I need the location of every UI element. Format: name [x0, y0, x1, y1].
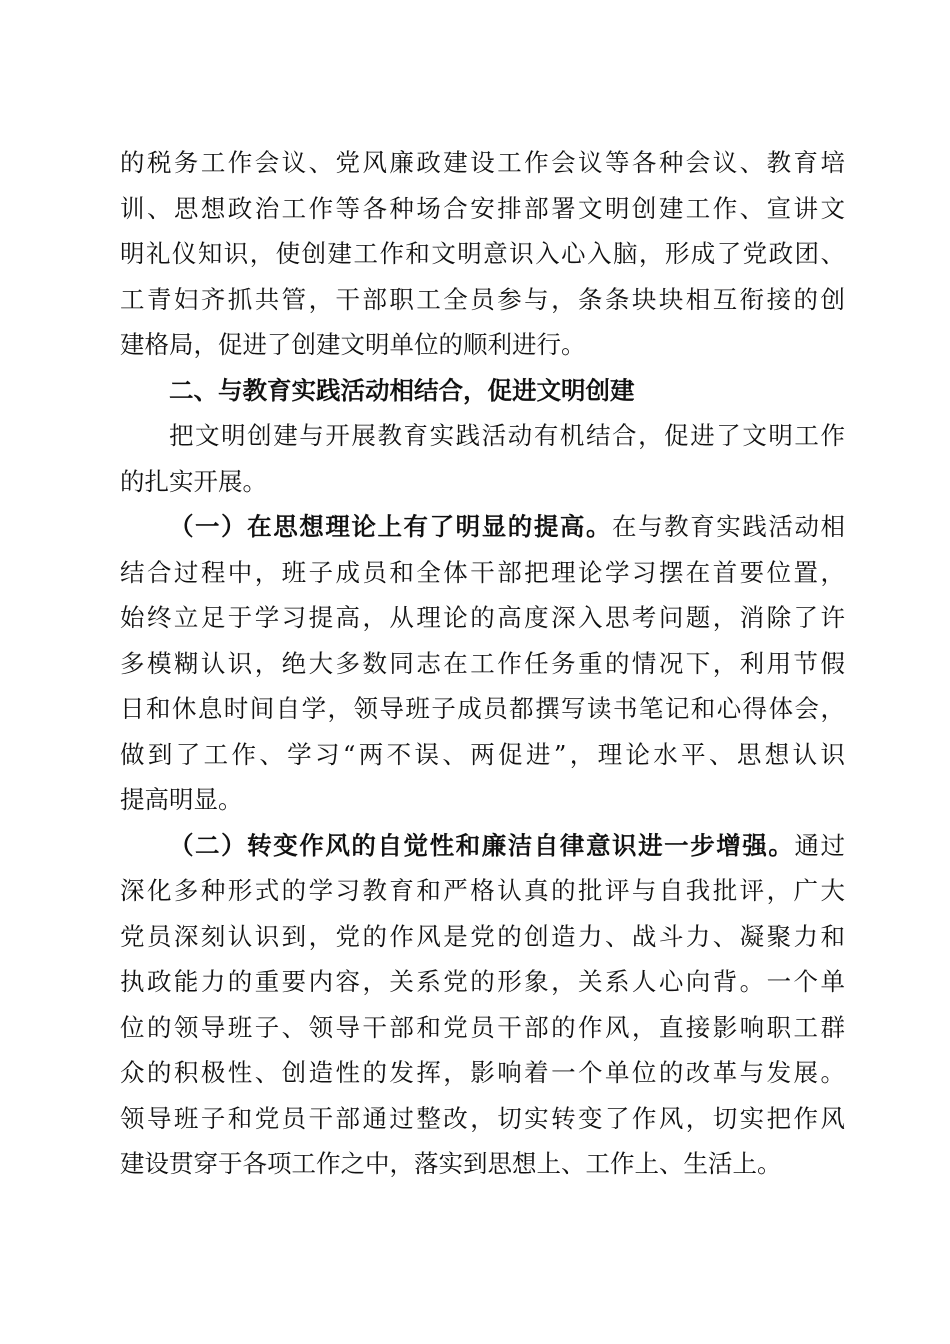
text-line-first — [120, 823, 845, 869]
section-heading: 二、与教育实践活动相结合，促进文明创建 — [169, 375, 635, 405]
text-line: 执政能力的重要内容，关系党的形象，关系人心向背。一个单 — [120, 967, 845, 996]
text-line: 建设贯穿于各项工作之中，落实到思想上、工作上、生活上。 — [120, 1149, 782, 1178]
subsection-heading: （一）在思想理论上有了明显的提高。 — [169, 512, 613, 541]
text-line: 领导班子和党员干部通过整改，切实转变了作风，切实把作风 — [120, 1103, 845, 1133]
text-line: 做到了工作、学习“两不误、两促进”，理论水平、思想认识 — [120, 739, 845, 769]
text-line: 日和休息时间自学，领导班子成员都撰写读书笔记和心得体会， — [120, 694, 845, 723]
subsection-heading: （二）转变作风的自觉性和廉洁自律意识进一步增强。 — [169, 830, 795, 860]
text-line: 结合过程中，班子成员和全体干部把理论学习摆在首要位置， — [120, 557, 845, 587]
text-line: 提高明显。 — [120, 785, 243, 814]
text-line: 训、思想政治工作等各种场合安排部署文明创建工作、宣讲文 — [120, 193, 845, 223]
paragraph-2 — [120, 413, 845, 504]
text-line-first — [120, 504, 845, 550]
text-line: 建格局，促进了创建文明单位的顺利进行。 — [120, 330, 586, 359]
text-line: 的扎实开展。 — [120, 466, 267, 496]
text-line: 的税务工作会议、党风廉政建设工作会议等各种会议、教育培 — [120, 148, 845, 177]
text-line: 工青妇齐抓共管，干部职工全员参与，条条块块相互衔接的创 — [120, 284, 845, 314]
paragraph-1 — [120, 140, 845, 368]
paragraph-4 — [120, 823, 845, 1187]
text-line: 多模糊认识，绝大多数同志在工作任务重的情况下，利用节假 — [120, 648, 845, 678]
text-line: 明礼仪知识，使创建工作和文明意识入心入脑，形成了党政团、 — [120, 239, 845, 268]
text-line: 位的领导班子、领导干部和党员干部的作风，直接影响职工群 — [120, 1012, 845, 1042]
text-line: 深化多种形式的学习教育和严格认真的批评与自我批评，广大 — [120, 876, 845, 905]
document-body — [120, 140, 845, 1187]
text-span: 通过 — [794, 830, 845, 860]
paragraph-3 — [120, 504, 845, 823]
text-span: 在与教育实践活动相 — [612, 512, 845, 541]
text-line: 党员深刻认识到，党的作风是党的创造力、战斗力、凝聚力和 — [120, 921, 845, 951]
text-line: 把文明创建与开展教育实践活动有机结合，促进了文明工作 — [169, 421, 845, 450]
text-line: 始终立足于学习提高，从理论的高度深入思考问题，消除了许 — [120, 603, 845, 632]
text-line: 众的积极性、创造性的发挥，影响着一个单位的改革与发展。 — [120, 1058, 845, 1087]
